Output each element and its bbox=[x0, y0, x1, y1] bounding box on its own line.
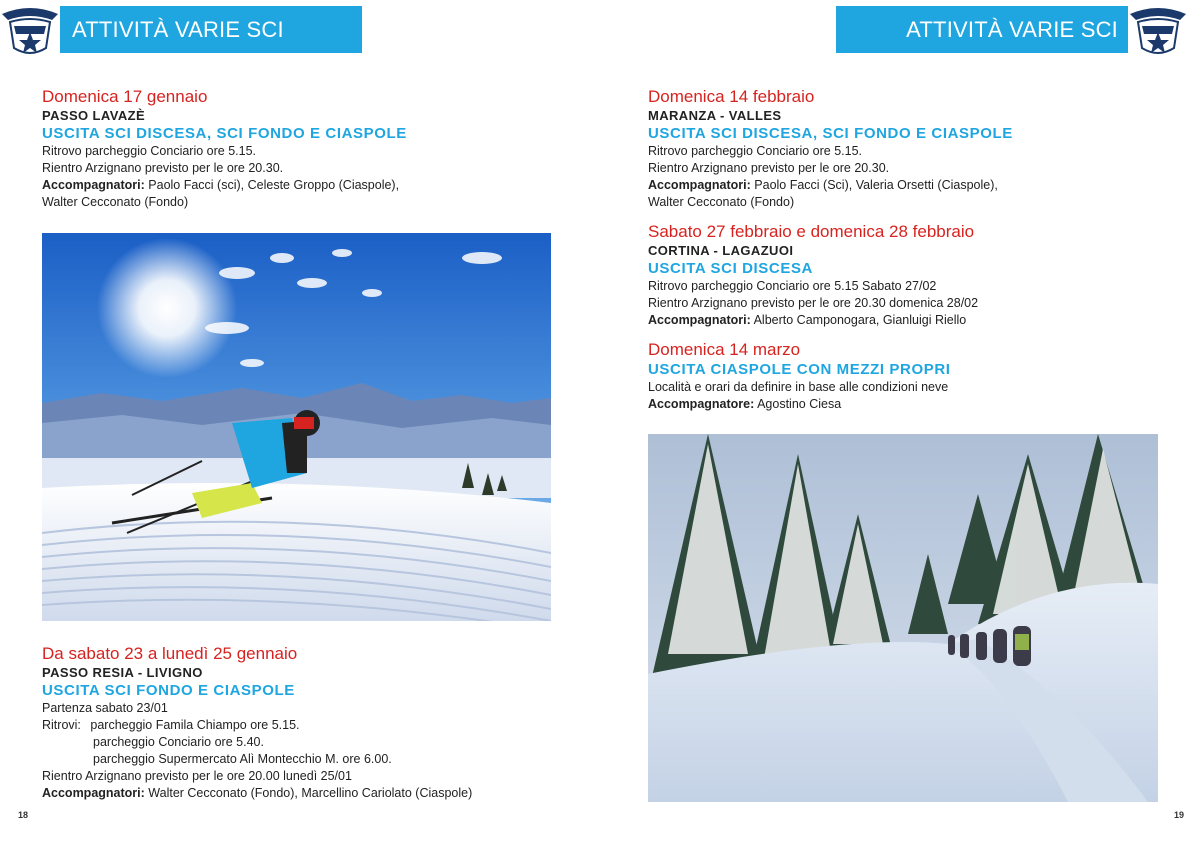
section-title: ATTIVITÀ VARIE SCI bbox=[906, 16, 1118, 42]
event-type: USCITA SCI FONDO E CIASPOLE bbox=[42, 682, 295, 699]
event-block bbox=[648, 221, 1168, 329]
right-page bbox=[600, 0, 1200, 848]
event-guides bbox=[42, 177, 562, 194]
section-banner bbox=[60, 6, 362, 53]
event-meeting: Ritrovo parcheggio Conciario ore 5.15. bbox=[42, 144, 257, 158]
event-block bbox=[648, 86, 1168, 211]
event-block bbox=[42, 86, 562, 211]
event-guides bbox=[648, 312, 1168, 329]
guides-names: Paolo Facci (sci), Celeste Groppo (Ciaspole), bbox=[148, 178, 400, 192]
snowshoe-photo bbox=[648, 434, 1158, 802]
event-type: USCITA SCI DISCESA bbox=[648, 260, 813, 277]
guides-names: Walter Cecconato (Fondo), Marcellino Cariolato (Ciaspole) bbox=[148, 786, 473, 800]
event-return: Rientro Arzignano previsto per le ore 20.00 lunedì 25/01 bbox=[42, 769, 352, 783]
cai-logo-icon bbox=[1128, 4, 1188, 58]
event-date: Sabato 27 febbraio e domenica 28 febbraio bbox=[648, 222, 975, 241]
event-return: Rientro Arzignano previsto per le ore 20.30 domenica 28/02 bbox=[648, 296, 979, 310]
guides-label: Accompagnatori: bbox=[648, 313, 751, 327]
event-meeting: Ritrovo parcheggio Conciario ore 5.15. bbox=[648, 144, 863, 158]
event-return: Rientro Arzignano previsto per le ore 20.30. bbox=[648, 161, 890, 175]
event-note: Località e orari da definire in base alle condizioni neve bbox=[648, 380, 949, 394]
guides-label: Accompagnatore: bbox=[648, 397, 755, 411]
guides-label: Accompagnatori: bbox=[42, 786, 145, 800]
event-return: Rientro Arzignano previsto per le ore 20.30. bbox=[42, 161, 284, 175]
guides-names: Alberto Camponogara, Gianluigi Riello bbox=[753, 313, 967, 327]
meeting-item: parcheggio Famila Chiampo ore 5.15. bbox=[90, 718, 300, 732]
cai-logo-icon bbox=[0, 4, 60, 58]
event-place: CORTINA - LAGAZUOI bbox=[648, 243, 794, 258]
meeting-label: Ritrovi: bbox=[42, 718, 81, 732]
event-block bbox=[42, 643, 562, 802]
event-place: PASSO RESIA - LIVIGNO bbox=[42, 665, 203, 680]
section-banner bbox=[836, 6, 1128, 53]
event-block bbox=[648, 339, 1168, 413]
guides-names: Paolo Facci (Sci), Valeria Orsetti (Ciaspole), bbox=[754, 178, 998, 192]
event-type: USCITA SCI DISCESA, SCI FONDO E CIASPOLE bbox=[648, 125, 1013, 142]
event-guides bbox=[42, 785, 562, 802]
skier-photo bbox=[42, 233, 551, 621]
event-type: USCITA CIASPOLE CON MEZZI PROPRI bbox=[648, 361, 951, 378]
event-meeting bbox=[42, 717, 562, 734]
section-title: ATTIVITÀ VARIE SCI bbox=[72, 16, 284, 42]
event-guides-cont: Walter Cecconato (Fondo) bbox=[648, 195, 795, 209]
event-guides bbox=[648, 177, 1168, 194]
meeting-item: parcheggio Supermercato Alì Montecchio M. ore 6.00. bbox=[93, 752, 392, 766]
event-guides bbox=[648, 396, 1168, 413]
event-date: Da sabato 23 a lunedì 25 gennaio bbox=[42, 644, 298, 663]
guides-label: Accompagnatori: bbox=[42, 178, 145, 192]
event-departure: Partenza sabato 23/01 bbox=[42, 701, 168, 715]
meeting-item: parcheggio Conciario ore 5.40. bbox=[93, 735, 264, 749]
page-number: 19 bbox=[1174, 810, 1185, 820]
event-guides-cont: Walter Cecconato (Fondo) bbox=[42, 195, 189, 209]
event-date: Domenica 17 gennaio bbox=[42, 87, 208, 106]
event-date: Domenica 14 marzo bbox=[648, 340, 801, 359]
page-number: 18 bbox=[18, 810, 29, 820]
event-meeting: Ritrovo parcheggio Conciario ore 5.15 Sabato 27/02 bbox=[648, 279, 937, 293]
event-place: MARANZA - VALLES bbox=[648, 108, 782, 123]
event-type: USCITA SCI DISCESA, SCI FONDO E CIASPOLE bbox=[42, 125, 407, 142]
event-date: Domenica 14 febbraio bbox=[648, 87, 815, 106]
guides-names: Agostino Ciesa bbox=[757, 397, 842, 411]
guides-label: Accompagnatori: bbox=[648, 178, 751, 192]
event-place: PASSO LAVAZÈ bbox=[42, 108, 146, 123]
